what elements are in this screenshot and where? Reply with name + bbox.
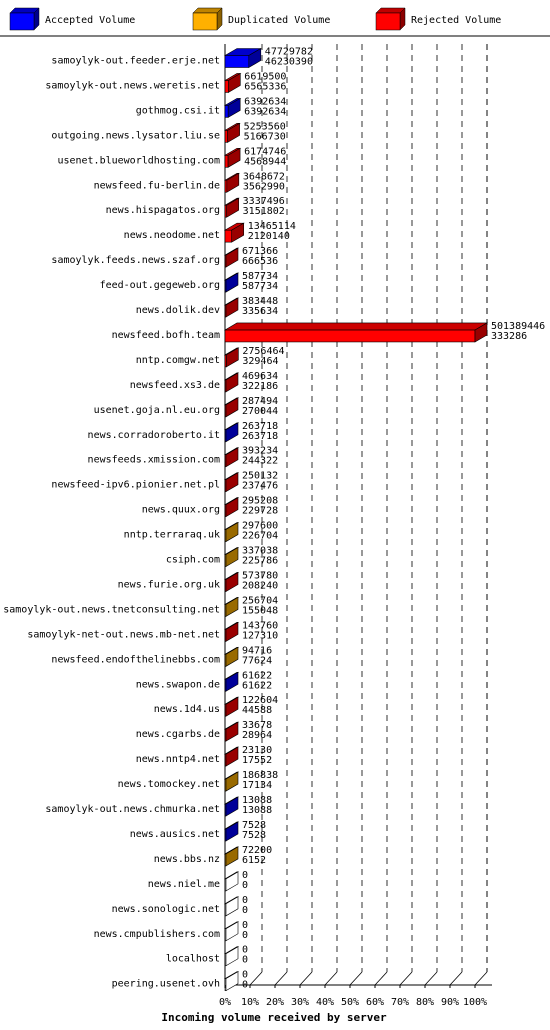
bar <box>225 248 238 267</box>
bar <box>225 148 240 167</box>
total-value-label: 469634 <box>242 370 279 382</box>
category-label: news.neodome.net <box>123 230 220 242</box>
category-label: samoylyk-out.news.weretis.net <box>45 80 220 92</box>
bar <box>225 423 238 442</box>
bar <box>225 572 238 591</box>
bar <box>225 647 238 666</box>
x-axis-ticks <box>219 985 487 1008</box>
accepted-value-label: 0 <box>242 929 249 941</box>
bar <box>225 947 238 966</box>
x-tick-label: 40% <box>315 997 335 1008</box>
accepted-value-label: 17552 <box>242 755 273 767</box>
bar <box>225 797 238 816</box>
bar-front <box>225 56 249 68</box>
total-value-label: 23130 <box>242 745 273 757</box>
accepted-value-label: 5166730 <box>243 131 286 143</box>
legend-label: Accepted Volume <box>45 15 136 26</box>
category-label: news.tomockey.net <box>117 779 220 791</box>
total-value-label: 250132 <box>242 470 279 482</box>
accepted-value-label: 0 <box>242 879 249 891</box>
total-value-label: 143760 <box>242 620 279 632</box>
total-value-label: 7528 <box>242 819 267 831</box>
grid-floor-line <box>275 972 287 985</box>
bar <box>225 523 238 542</box>
category-labels <box>3 56 220 990</box>
bar-front <box>225 105 228 117</box>
category-label: news.quux.org <box>141 504 220 516</box>
total-value-label: 0 <box>242 869 249 881</box>
total-value-label: 6392634 <box>244 96 287 108</box>
category-label: news.sonologic.net <box>111 903 220 915</box>
category-label: news.swapon.de <box>135 679 220 691</box>
grid-floor-line <box>375 972 387 985</box>
grid-floor-line <box>250 972 262 985</box>
bar-front <box>225 80 228 92</box>
total-value-label: 122604 <box>242 695 279 707</box>
category-label: newsfeed.xs3.de <box>129 379 220 391</box>
total-value-label: 295208 <box>242 495 279 507</box>
category-label: samoylyk-out.feeder.erje.net <box>51 55 220 67</box>
accepted-value-label: 335634 <box>242 306 279 317</box>
accepted-value-label: 237476 <box>242 480 279 492</box>
accepted-value-label: 77624 <box>242 655 273 667</box>
accepted-value-label: 208240 <box>242 580 279 592</box>
bar <box>225 198 239 217</box>
bar <box>225 223 244 242</box>
grid-floor-line <box>325 972 337 985</box>
category-label: news.ausics.net <box>129 828 220 840</box>
total-value-label: 186838 <box>242 770 279 782</box>
legend-swatch <box>10 13 34 30</box>
category-label: outgoing.news.lysator.liu.se <box>51 130 220 142</box>
accepted-value-label: 263718 <box>242 430 279 442</box>
category-label: gothmog.csi.it <box>135 105 220 117</box>
total-value-label: 3648672 <box>242 171 285 183</box>
grid-floor-line <box>300 972 312 985</box>
total-value-label: 13465114 <box>247 221 296 233</box>
accepted-value-label: 46230390 <box>264 56 313 68</box>
total-value-label: 501389446 <box>491 320 546 332</box>
total-value-label: 256704 <box>242 595 279 607</box>
category-label: news.cmpublishers.com <box>93 928 220 940</box>
legend-label: Duplicated Volume <box>228 15 331 26</box>
bar <box>225 697 238 716</box>
accepted-value-label: 3562990 <box>242 181 285 193</box>
bar <box>225 49 261 68</box>
x-tick-label: 90% <box>440 997 460 1008</box>
total-value-label: 0 <box>242 969 249 981</box>
total-value-label: 383448 <box>242 296 279 307</box>
total-value-label: 47729782 <box>264 46 313 58</box>
total-value-label: 2756464 <box>242 345 285 357</box>
bar-front <box>225 230 232 242</box>
accepted-value-label: 155048 <box>242 605 279 617</box>
category-label: news.bbs.nz <box>153 853 220 865</box>
total-value-label: 0 <box>242 944 249 956</box>
category-label: newsfeed-ipv6.pionier.net.pl <box>51 479 220 491</box>
x-tick-label: 100% <box>462 997 488 1008</box>
total-value-label: 287494 <box>242 395 279 407</box>
accepted-value-label: 61622 <box>242 680 273 692</box>
category-label: samoylyk-out.news.tnetconsulting.net <box>3 604 220 616</box>
accepted-value-label: 0 <box>242 904 249 916</box>
total-value-label: 263718 <box>242 420 279 432</box>
x-tick-label: 20% <box>265 997 285 1008</box>
accepted-value-label: 6392634 <box>244 106 287 118</box>
total-value-label: 671366 <box>242 246 279 258</box>
accepted-value-label: 587734 <box>242 281 279 293</box>
bar <box>225 922 238 941</box>
total-value-label: 393234 <box>242 445 279 457</box>
category-label: samoylyk.feeds.news.szaf.org <box>51 255 220 267</box>
legend-swatch <box>193 13 217 30</box>
total-value-label: 3337496 <box>242 196 285 208</box>
total-value-label: 72200 <box>242 844 273 856</box>
bar <box>225 98 240 117</box>
accepted-value-label: 13088 <box>242 805 273 816</box>
accepted-value-label: 6565336 <box>244 81 287 93</box>
category-label: feed-out.gegeweb.org <box>99 280 220 292</box>
bar <box>225 498 238 517</box>
x-tick-label: 30% <box>290 997 310 1008</box>
category-label: samoylyk-net-out.news.mb-net.net <box>27 629 220 641</box>
category-label: news.furie.org.uk <box>117 579 220 591</box>
category-label: news.dolik.dev <box>135 305 220 316</box>
grid-floor-line <box>425 972 437 985</box>
category-label: news.nntp4.net <box>135 754 220 766</box>
bar-front <box>225 330 475 342</box>
x-tick-label: 60% <box>365 997 385 1008</box>
accepted-value-label: 2120140 <box>247 231 290 243</box>
accepted-value-label: 3151802 <box>242 206 285 218</box>
accepted-value-label: 226704 <box>242 530 279 542</box>
value-labels <box>242 47 545 991</box>
bar <box>225 123 240 142</box>
legend-item-1 <box>10 8 135 30</box>
bar-front <box>225 155 228 167</box>
bar <box>225 672 238 691</box>
accepted-value-label: 329464 <box>242 355 279 367</box>
accepted-value-label: 6152 <box>242 854 267 866</box>
category-label: peering.usenet.ovh <box>111 978 220 990</box>
x-tick-label: 80% <box>415 997 435 1008</box>
legend-swatch <box>376 13 400 30</box>
bar <box>225 847 238 866</box>
category-label: news.niel.me <box>147 878 220 890</box>
bar <box>225 897 238 916</box>
bar <box>225 323 487 342</box>
bar <box>225 273 238 292</box>
category-label: news.corradoroberto.it <box>87 429 220 441</box>
total-value-label: 337038 <box>242 545 279 557</box>
legend-label: Rejected Volume <box>411 15 502 26</box>
bar <box>225 298 238 317</box>
bar <box>225 548 238 567</box>
total-value-label: 6619500 <box>244 71 287 83</box>
total-value-label: 297600 <box>242 520 279 532</box>
gridlines <box>247 44 487 985</box>
accepted-value-label: 229728 <box>242 505 279 517</box>
accepted-value-label: 44588 <box>242 705 273 717</box>
bar <box>225 772 238 791</box>
accepted-value-label: 270044 <box>242 405 279 417</box>
total-value-label: 0 <box>242 894 249 906</box>
total-value-label: 33678 <box>242 720 273 732</box>
category-label: csiph.com <box>165 554 220 566</box>
grid-floor-line <box>450 972 462 985</box>
bar <box>225 173 239 192</box>
total-value-label: 94716 <box>242 645 273 657</box>
accepted-value-label: 333286 <box>491 330 528 342</box>
total-value-label: 587734 <box>242 271 279 283</box>
category-label: news.cgarbs.de <box>135 729 220 741</box>
total-value-label: 5253560 <box>243 121 286 133</box>
total-value-label: 61622 <box>242 670 273 682</box>
x-tick-label: 70% <box>390 997 410 1008</box>
bar <box>225 348 238 367</box>
category-label: newsfeed.endofthelinebbs.com <box>51 654 220 666</box>
category-label: newsfeed.fu-berlin.de <box>93 180 220 192</box>
x-tick-label: 50% <box>340 997 360 1008</box>
x-tick-label: 10% <box>240 997 260 1008</box>
accepted-value-label: 0 <box>242 979 249 991</box>
legend-item-2 <box>193 8 330 30</box>
accepted-value-label: 4568944 <box>244 156 287 168</box>
category-label: samoylyk-out.news.chmurka.net <box>45 804 220 815</box>
category-label: newsfeed.bofh.team <box>111 329 220 341</box>
legend <box>10 8 501 30</box>
grid-floor-line <box>400 972 412 985</box>
bar <box>225 448 238 467</box>
accepted-value-label: 225786 <box>242 555 279 567</box>
category-label: news.1d4.us <box>153 704 220 716</box>
accepted-value-label: 244322 <box>242 455 279 467</box>
category-label: news.hispagatos.org <box>105 205 220 217</box>
total-value-label: 6174746 <box>244 146 287 158</box>
bar <box>225 373 238 392</box>
x-tick-label: 0% <box>218 997 232 1008</box>
category-label: nntp.terraraq.uk <box>123 529 220 541</box>
legend-item-3 <box>376 8 501 30</box>
category-label: newsfeeds.xmission.com <box>87 454 220 466</box>
bar <box>225 398 238 417</box>
category-label: localhost <box>165 953 220 965</box>
bar <box>225 822 238 841</box>
bar-top <box>225 323 487 330</box>
bar <box>225 73 240 92</box>
accepted-value-label: 28964 <box>242 730 273 742</box>
x-axis-label: Incoming volume received by server <box>161 1011 387 1024</box>
total-value-label: 0 <box>242 919 249 931</box>
bar <box>225 597 238 616</box>
category-label: nntp.comgw.net <box>135 354 220 366</box>
accepted-value-label: 7528 <box>242 829 267 841</box>
accepted-value-label: 666536 <box>242 256 279 268</box>
accepted-value-label: 127310 <box>242 630 279 642</box>
bar <box>225 747 238 766</box>
bar <box>225 622 238 641</box>
grid-floor-line <box>475 972 487 985</box>
bar <box>225 872 238 891</box>
accepted-value-label: 17134 <box>242 780 273 792</box>
accepted-value-label: 0 <box>242 954 249 966</box>
bar <box>225 972 238 991</box>
bar <box>225 473 238 492</box>
total-value-label: 13088 <box>242 795 273 806</box>
bar-front <box>225 130 228 142</box>
bar <box>225 722 238 741</box>
category-label: usenet.goja.nl.eu.org <box>93 404 220 416</box>
total-value-label: 573780 <box>242 570 279 582</box>
grid-floor-line <box>350 972 362 985</box>
accepted-value-label: 322186 <box>242 380 279 392</box>
category-label: usenet.blueworldhosting.com <box>57 155 220 167</box>
